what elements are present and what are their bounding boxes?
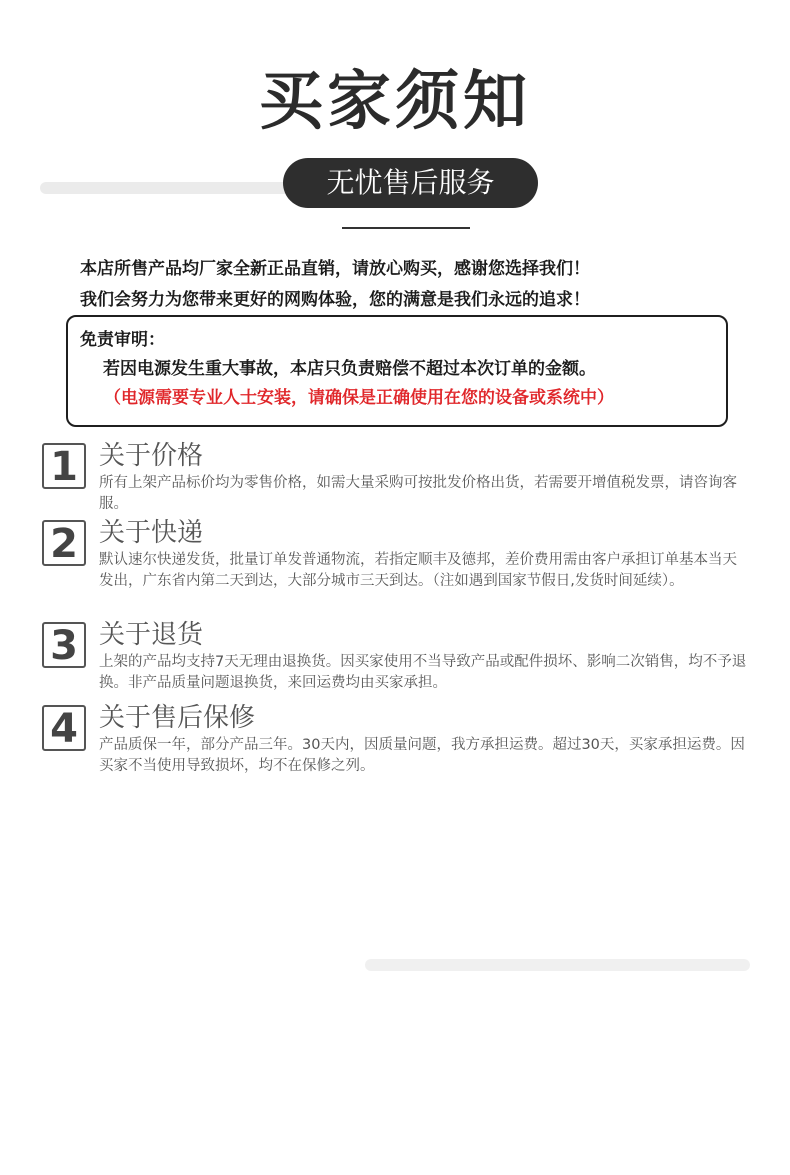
service-badge: 无忧售后服务 [283,158,538,208]
section-body: 产品质保一年，部分产品三年。30天内，因质量问题，我方承担运费。超过30天，买家承担运费。因买家不当使用导致损坏，均不在保修之列。 [99,737,745,774]
section-number: 1 [42,443,86,489]
section-number: 2 [42,520,86,566]
section-title: 关于售后保修 [99,703,256,733]
intro-line-2: 我们会努力为您带来更好的网购体验，您的满意是我们永远的追求！ [80,290,590,310]
section-title: 关于价格 [99,441,204,471]
section-title: 关于快递 [99,518,204,548]
disclaimer-body: 若因电源发生重大事故，本店只负责赔偿不超过本次订单的金额。 [103,359,596,379]
intro-line-1: 本店所售产品均厂家全新正品直销，请放心购买，感谢您选择我们！ [80,259,590,279]
section-number: 3 [42,622,86,668]
disclaimer-note: （电源需要专业人士安装，请确保是正确使用在您的设备或系统中） [104,388,614,408]
section-body: 默认速尔快递发货，批量订单发普通物流，若指定顺丰及德邦，差价费用需由客户承担订单基本当天发出，广东省内第二天到达，大部分城市三天到达。（注如遇到国家节假日,发货时间延续）。 [99,552,737,589]
page-title: 买家须知 [259,65,531,139]
section-title: 关于退货 [99,620,204,650]
section-body: 所有上架产品标价均为零售价格，如需大量采购可按批发价格出货，若需要开增值税发票，请咨询客服。 [99,475,737,512]
company-watermark-bottom [365,945,750,985]
disclaimer-title: 免责审明： [80,330,165,350]
section-number: 4 [42,705,86,751]
section-body: 上架的产品均支持7天无理由退换货。因买家使用不当导致产品或配件损坏、影响二次销售，均不予退换。非产品质量问题退换货，来回运费均由买家承担。 [99,654,747,691]
badge-underline [342,227,470,229]
